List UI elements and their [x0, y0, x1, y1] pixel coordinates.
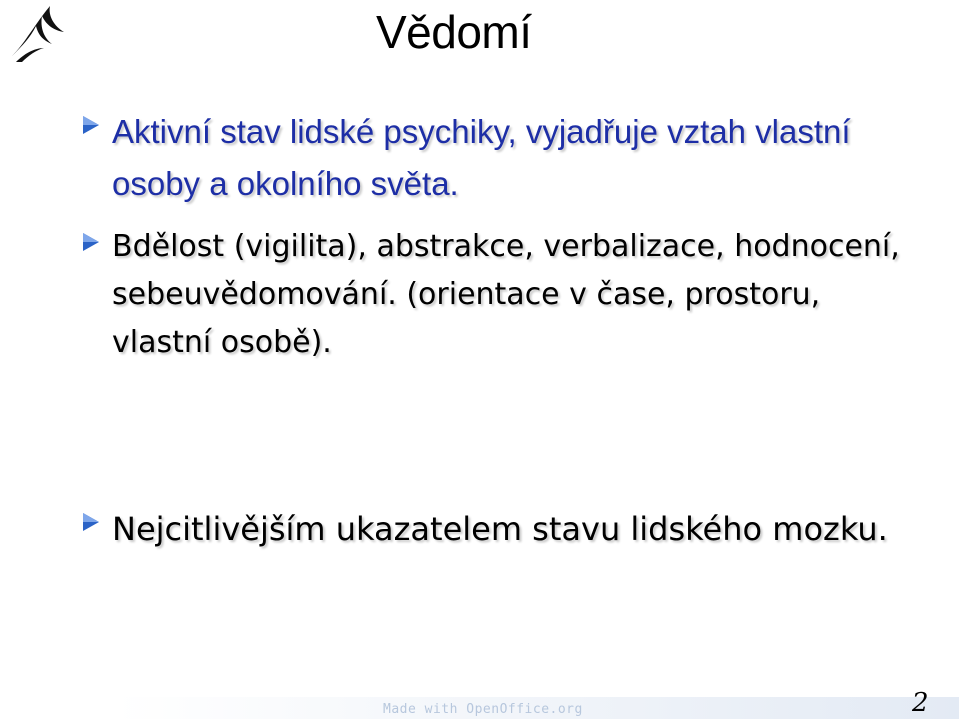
bullet-arrow-icon — [80, 231, 102, 253]
page-number: 2 — [912, 688, 929, 718]
openoffice-gull-logo-icon — [8, 4, 68, 64]
bullet-text: Nejcitlivějším ukazatelem stavu lidského mozku. — [112, 510, 888, 548]
bullet-text: Bdělost (vigilita), abstrakce, verbalizace, hodnocení, sebeuvědomování. (orientace v čase, prostoru, vlastní osobě). — [112, 229, 900, 360]
bullet-item — [80, 503, 912, 555]
bullet-arrow-icon — [80, 114, 102, 136]
bullet-item — [80, 223, 912, 367]
made-with-footer: Made with OpenOffice.org — [383, 702, 583, 717]
bullet-text: Aktivní stav lidské psychiky, vyjadřuje vztah vlastní osoby a okolního světa. — [112, 113, 851, 202]
bullet-item — [80, 106, 912, 210]
bullet-arrow-icon — [80, 511, 102, 533]
slide-title: Vědomí — [376, 6, 532, 58]
